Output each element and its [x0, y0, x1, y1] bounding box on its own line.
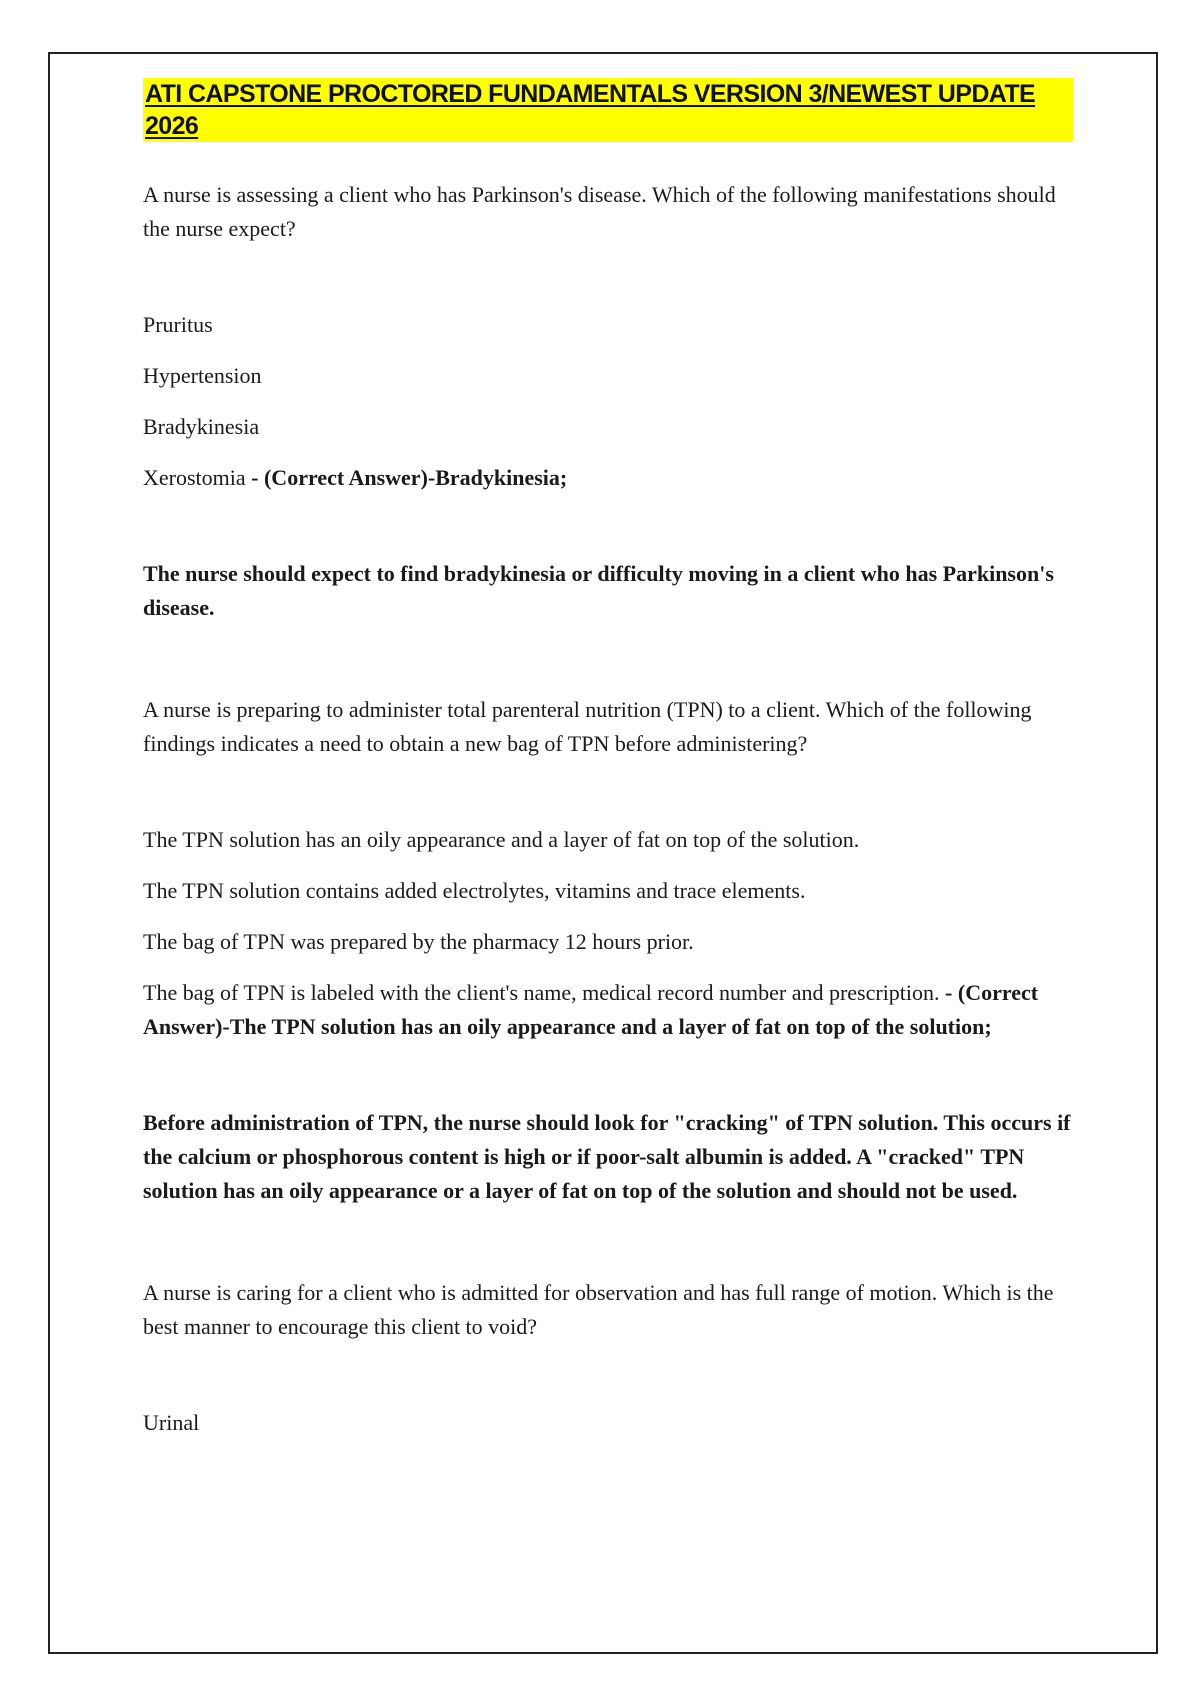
- question-stem: A nurse is caring for a client who is admitted for observation and has full range of motion. Which is the best manner to encourage this client to void?: [143, 1280, 1054, 1339]
- answer-option: Bradykinesia: [143, 414, 260, 439]
- rationale: Before administration of TPN, the nurse should look for "cracking" of TPN solution. This occurs if the calcium or phosphorous content is high or if poor-salt albumin is added. A "cracked" TPN solution has an oily appearance or a layer of fat on top of the solution and should not be used.: [143, 1110, 1071, 1203]
- answer-option: Hypertension: [143, 363, 262, 388]
- answer-option: Pruritus: [143, 312, 213, 337]
- correct-answer: - (Correct Answer)-The TPN solution has an oily appearance and a layer of fat on top of the solution;: [143, 980, 1039, 1039]
- document-title: ATI CAPSTONE PROCTORED FUNDAMENTALS VERSION 3/NEWEST UPDATE 2026: [143, 78, 1073, 142]
- answer-options: [143, 308, 1073, 495]
- correct-answer: - (Correct Answer)-Bradykinesia;: [245, 465, 568, 490]
- answer-option: The TPN solution has an oily appearance and a layer of fat on top of the solution.: [143, 827, 860, 852]
- answer-option: Urinal: [143, 1410, 200, 1435]
- question-block-1: [143, 178, 1073, 625]
- answer-option: The bag of TPN is labeled with the client's name, medical record number and prescription.: [143, 980, 940, 1005]
- page-frame: [48, 52, 1158, 1654]
- document-content: [143, 78, 1073, 1440]
- question-stem: A nurse is preparing to administer total parenteral nutrition (TPN) to a client. Which of the following findings indicates a need to obtain a new bag of TPN before administering?: [143, 697, 1032, 756]
- question-block-2: [143, 693, 1073, 1208]
- answer-option-with-answer: [143, 976, 1073, 1044]
- answer-option: The bag of TPN was prepared by the pharmacy 12 hours prior.: [143, 929, 694, 954]
- answer-options: [143, 1406, 1073, 1440]
- answer-option-with-answer: [143, 461, 1073, 495]
- rationale: The nurse should expect to find bradykinesia or difficulty moving in a client who has Parkinson's disease.: [143, 561, 1054, 620]
- question-block-3: [143, 1276, 1073, 1440]
- answer-option: The TPN solution contains added electrolytes, vitamins and trace elements.: [143, 878, 806, 903]
- answer-option: Xerostomia: [143, 465, 246, 490]
- answer-options: [143, 823, 1073, 1044]
- question-stem: A nurse is assessing a client who has Parkinson's disease. Which of the following manifestations should the nurse expect?: [143, 182, 1056, 241]
